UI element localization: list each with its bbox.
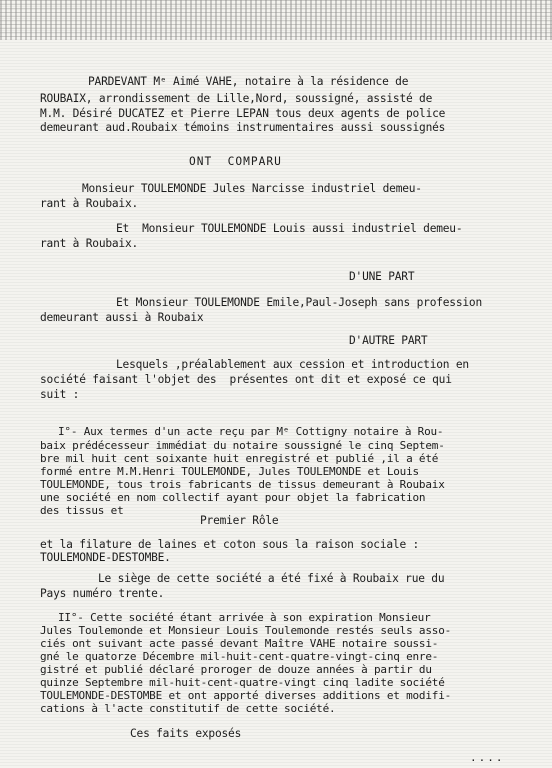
art1-line-8: et la filature de laines et coton sous la raison sociale : bbox=[40, 538, 420, 551]
art2-line-3: ciés ont suivant acte passé devant Maître VAHE notaire soussi- bbox=[40, 637, 439, 650]
party2-line-1: Et Monsieur TOULEMONDE Louis aussi industriel demeu- bbox=[116, 222, 463, 235]
premier-role-label: Premier Rôle bbox=[200, 514, 279, 527]
lesquels-line-2: société faisant l'objet des présentes ont dit et exposé ce qui bbox=[40, 373, 452, 386]
intro-line-4: demeurant aud.Roubaix témoins instrumentaires aussi soussignés bbox=[40, 121, 446, 134]
art2-line-1: II°- Cette société étant arrivée à son expiration Monsieur bbox=[58, 611, 431, 624]
intro-line-1: PARDEVANT Mᵉ Aimé VAHE, notaire à la résidence de bbox=[88, 75, 409, 88]
siege-line-1: Le siège de cette société a été fixé à Roubaix rue du bbox=[98, 572, 445, 585]
art1-line-9: TOULEMONDE-DESTOMBE. bbox=[40, 551, 171, 564]
scan-noise-header bbox=[0, 0, 552, 40]
heading-ont-compare: ONT COMPARU bbox=[189, 155, 282, 168]
faits-exposes-line: Ces faits exposés bbox=[130, 727, 242, 740]
art1-line-6: une société en nom collectif ayant pour objet la fabrication bbox=[40, 491, 426, 504]
art1-line-2: baix prédécesseur immédiat du notaire soussigné le cinq Septem- bbox=[40, 439, 445, 452]
une-part-label: D'UNE PART bbox=[349, 270, 415, 283]
art1-line-4: formé entre M.M.Henri TOULEMONDE, Jules TOULEMONDE et Louis bbox=[40, 465, 419, 478]
lesquels-line-3: suit : bbox=[40, 388, 80, 401]
art2-line-8: cations à l'acte constitutif de cette société. bbox=[40, 702, 336, 715]
art2-line-5: gistré et publié déclaré proroger de douze années à partir du bbox=[40, 663, 432, 676]
art1-line-1: I°- Aux termes d'un acte reçu par Mᵉ Cottigny notaire à Rou- bbox=[58, 425, 444, 438]
lesquels-line-1: Lesquels ,préalablement aux cession et introduction en bbox=[116, 358, 469, 371]
art1-line-3: bre mil huit cent soixante huit enregistré et publié ,il a été bbox=[40, 452, 439, 465]
intro-line-2: ROUBAIX, arrondissement de Lille,Nord, soussigné, assisté de bbox=[40, 92, 433, 105]
art2-line-6: quinze Septembre mil-huit-cent-quatre-vingt cinq ladite société bbox=[40, 676, 445, 689]
trailing-dots: .... bbox=[470, 751, 505, 764]
siege-line-2: Pays numéro trente. bbox=[40, 587, 165, 600]
art2-line-7: TOULEMONDE-DESTOMBE et ont apporté diverses additions et modifi- bbox=[40, 689, 452, 702]
party3-line-2: demeurant aussi à Roubaix bbox=[40, 311, 204, 324]
party1-line-2: rant à Roubaix. bbox=[40, 197, 139, 210]
art2-line-2: Jules Toulemonde et Monsieur Louis Toulemonde restés seuls asso- bbox=[40, 624, 452, 637]
art2-line-4: gné le quatorze Décembre mil-huit-cent-quatre-vingt-cinq enre- bbox=[40, 650, 439, 663]
art1-line-7: des tissus et bbox=[40, 504, 124, 517]
intro-line-3: M.M. Désiré DUCATEZ et Pierre LEPAN tous deux agents de police bbox=[40, 107, 446, 120]
party1-line-1: Monsieur TOULEMONDE Jules Narcisse industriel demeu- bbox=[82, 182, 422, 195]
art1-line-5: TOULEMONDE, tous trois fabricants de tissus demeurant à Roubaix bbox=[40, 478, 445, 491]
party2-line-2: rant à Roubaix. bbox=[40, 237, 139, 250]
party3-line-1: Et Monsieur TOULEMONDE Emile,Paul-Joseph sans profession bbox=[116, 296, 482, 309]
autre-part-label: D'AUTRE PART bbox=[349, 334, 428, 347]
